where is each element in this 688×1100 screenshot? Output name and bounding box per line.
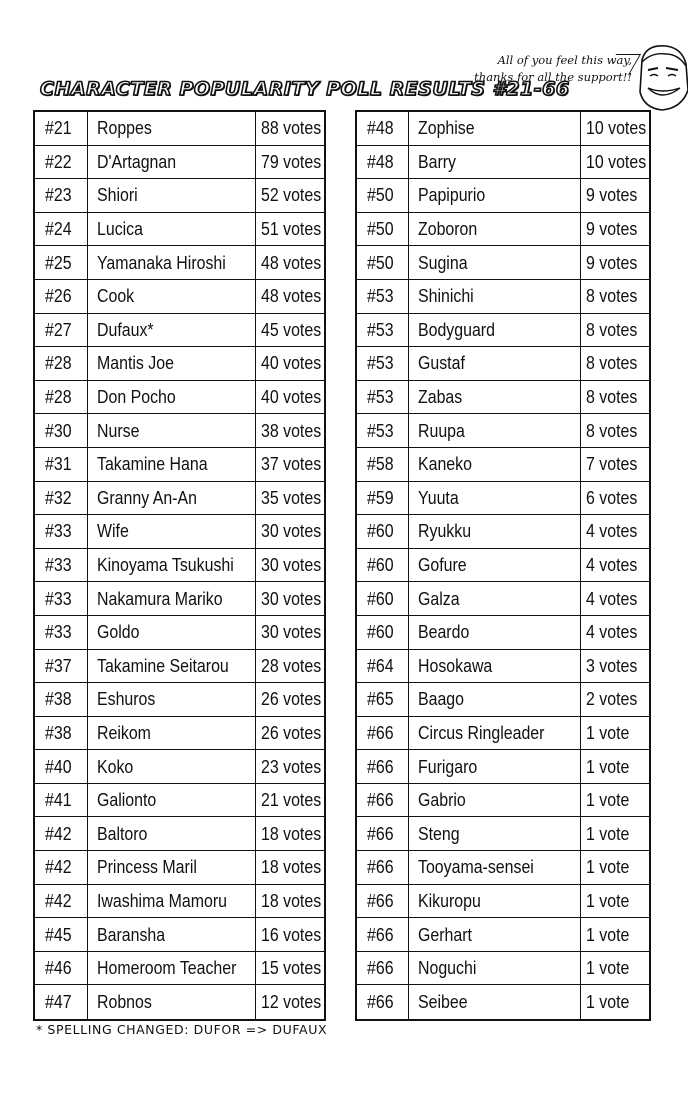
table-row bbox=[35, 381, 324, 415]
name-cell: Zoboron bbox=[409, 213, 581, 246]
rank-cell: #66 bbox=[357, 817, 409, 850]
table-row bbox=[35, 851, 324, 885]
votes-cell: 9 votes bbox=[586, 218, 638, 240]
votes-cell: 45 votes bbox=[261, 318, 322, 340]
name-cell: Shiori bbox=[88, 179, 256, 212]
votes-cell: 9 votes bbox=[586, 184, 638, 206]
table-row bbox=[357, 213, 649, 247]
votes-cell: 8 votes bbox=[586, 318, 638, 340]
speech-bubble bbox=[462, 52, 632, 98]
table-row bbox=[35, 918, 324, 952]
name-cell: Granny An-An bbox=[88, 482, 256, 515]
table-row bbox=[357, 918, 649, 952]
bubble-line-1: All of you feel this way, bbox=[497, 53, 632, 67]
rank-cell: #22 bbox=[35, 146, 88, 179]
table-row bbox=[357, 414, 649, 448]
name-cell: Beardo bbox=[409, 616, 581, 649]
table-row bbox=[357, 650, 649, 684]
rank-cell: #60 bbox=[357, 515, 409, 548]
votes-cell: 1 vote bbox=[586, 789, 630, 811]
rank-cell: #46 bbox=[35, 952, 88, 985]
rank-cell: #27 bbox=[35, 314, 88, 347]
rank-cell: #28 bbox=[35, 347, 88, 380]
table-row bbox=[35, 952, 324, 986]
table-row bbox=[357, 683, 649, 717]
table-row bbox=[357, 246, 649, 280]
name-cell: Seibee bbox=[409, 985, 581, 1019]
name-cell: Roppes bbox=[88, 112, 256, 145]
table-row bbox=[35, 515, 324, 549]
table-row bbox=[35, 347, 324, 381]
votes-cell: 30 votes bbox=[261, 587, 322, 609]
rank-cell: #53 bbox=[357, 347, 409, 380]
table-row bbox=[357, 347, 649, 381]
rank-cell: #66 bbox=[357, 885, 409, 918]
rank-cell: #58 bbox=[357, 448, 409, 481]
name-cell: Shinichi bbox=[409, 280, 581, 313]
rank-cell: #24 bbox=[35, 213, 88, 246]
table-row bbox=[35, 146, 324, 180]
rank-cell: #42 bbox=[35, 817, 88, 850]
votes-cell: 26 votes bbox=[261, 721, 322, 743]
name-cell: Goldo bbox=[88, 616, 256, 649]
table-row bbox=[357, 482, 649, 516]
name-cell: Bodyguard bbox=[409, 314, 581, 347]
rank-cell: #37 bbox=[35, 650, 88, 683]
votes-cell: 23 votes bbox=[261, 755, 322, 777]
rank-cell: #48 bbox=[357, 146, 409, 179]
rank-cell: #33 bbox=[35, 549, 88, 582]
votes-cell: 1 vote bbox=[586, 721, 630, 743]
name-cell: Baransha bbox=[88, 918, 256, 951]
table-row bbox=[35, 213, 324, 247]
votes-cell: 30 votes bbox=[261, 621, 322, 643]
votes-cell: 37 votes bbox=[261, 453, 322, 475]
rank-cell: #66 bbox=[357, 952, 409, 985]
votes-cell: 40 votes bbox=[261, 386, 322, 408]
results-table-right bbox=[355, 110, 651, 1021]
table-row bbox=[35, 314, 324, 348]
votes-cell: 79 votes bbox=[261, 150, 322, 172]
table-row bbox=[357, 448, 649, 482]
rank-cell: #50 bbox=[357, 246, 409, 279]
rank-cell: #48 bbox=[357, 112, 409, 145]
table-row bbox=[35, 246, 324, 280]
votes-cell: 15 votes bbox=[261, 957, 322, 979]
votes-cell: 1 vote bbox=[586, 755, 630, 777]
name-cell: Ryukku bbox=[409, 515, 581, 548]
votes-cell: 10 votes bbox=[586, 150, 647, 172]
table-row bbox=[357, 851, 649, 885]
rank-cell: #66 bbox=[357, 851, 409, 884]
votes-cell: 1 vote bbox=[586, 889, 630, 911]
rank-cell: #38 bbox=[35, 717, 88, 750]
name-cell: Mantis Joe bbox=[88, 347, 256, 380]
votes-cell: 18 votes bbox=[261, 889, 322, 911]
rank-cell: #31 bbox=[35, 448, 88, 481]
name-cell: Kinoyama Tsukushi bbox=[88, 549, 256, 582]
votes-cell: 35 votes bbox=[261, 486, 322, 508]
votes-cell: 16 votes bbox=[261, 923, 322, 945]
table-row bbox=[357, 515, 649, 549]
rank-cell: #60 bbox=[357, 549, 409, 582]
table-row bbox=[35, 179, 324, 213]
name-cell: Lucica bbox=[88, 213, 256, 246]
name-cell: Hosokawa bbox=[409, 650, 581, 683]
table-row bbox=[35, 750, 324, 784]
table-row bbox=[357, 616, 649, 650]
table-row bbox=[357, 381, 649, 415]
table-row bbox=[35, 414, 324, 448]
name-cell: Tooyama-sensei bbox=[409, 851, 581, 884]
name-cell: Barry bbox=[409, 146, 581, 179]
name-cell: Robnos bbox=[88, 985, 256, 1019]
rank-cell: #50 bbox=[357, 179, 409, 212]
votes-cell: 21 votes bbox=[261, 789, 322, 811]
table-row bbox=[357, 314, 649, 348]
votes-cell: 1 vote bbox=[586, 822, 630, 844]
table-row bbox=[357, 784, 649, 818]
rank-cell: #47 bbox=[35, 985, 88, 1019]
votes-cell: 1 vote bbox=[586, 923, 630, 945]
table-row bbox=[35, 717, 324, 751]
rank-cell: #28 bbox=[35, 381, 88, 414]
rank-cell: #45 bbox=[35, 918, 88, 951]
name-cell: Noguchi bbox=[409, 952, 581, 985]
rank-cell: #40 bbox=[35, 750, 88, 783]
votes-cell: 3 votes bbox=[586, 654, 638, 676]
bubble-line-2: thanks for all the support!! bbox=[474, 70, 632, 84]
rank-cell: #50 bbox=[357, 213, 409, 246]
table-row bbox=[357, 146, 649, 180]
rank-cell: #42 bbox=[35, 851, 88, 884]
name-cell: Gabrio bbox=[409, 784, 581, 817]
rank-cell: #26 bbox=[35, 280, 88, 313]
table-row bbox=[35, 549, 324, 583]
name-cell: Koko bbox=[88, 750, 256, 783]
table-row bbox=[35, 280, 324, 314]
rank-cell: #21 bbox=[35, 112, 88, 145]
rank-cell: #32 bbox=[35, 482, 88, 515]
votes-cell: 51 votes bbox=[261, 218, 322, 240]
name-cell: Iwashima Mamoru bbox=[88, 885, 256, 918]
character-face-illustration bbox=[632, 40, 688, 112]
name-cell: Nakamura Mariko bbox=[88, 582, 256, 615]
table-row bbox=[357, 952, 649, 986]
votes-cell: 4 votes bbox=[586, 621, 638, 643]
votes-cell: 52 votes bbox=[261, 184, 322, 206]
rank-cell: #33 bbox=[35, 616, 88, 649]
footnote: * SPELLING CHANGED: DUFOR => DUFAUX bbox=[36, 1022, 328, 1037]
results-table-left bbox=[33, 110, 326, 1021]
name-cell: Takamine Hana bbox=[88, 448, 256, 481]
votes-cell: 38 votes bbox=[261, 419, 322, 441]
rank-cell: #65 bbox=[357, 683, 409, 716]
name-cell: Galionto bbox=[88, 784, 256, 817]
votes-cell: 4 votes bbox=[586, 587, 638, 609]
name-cell: Sugina bbox=[409, 246, 581, 279]
votes-cell: 9 votes bbox=[586, 251, 638, 273]
table-row bbox=[357, 280, 649, 314]
rank-cell: #30 bbox=[35, 414, 88, 447]
page-title: CHARACTER POPULARITY POLL RESULTS #21-66 bbox=[40, 78, 570, 100]
name-cell: Yuuta bbox=[409, 482, 581, 515]
name-cell: Nurse bbox=[88, 414, 256, 447]
table-row bbox=[357, 885, 649, 919]
rank-cell: #66 bbox=[357, 717, 409, 750]
table-row bbox=[357, 985, 649, 1019]
name-cell: Kaneko bbox=[409, 448, 581, 481]
votes-cell: 12 votes bbox=[261, 991, 322, 1013]
name-cell: Zabas bbox=[409, 381, 581, 414]
table-row bbox=[35, 650, 324, 684]
name-cell: Don Pocho bbox=[88, 381, 256, 414]
votes-cell: 8 votes bbox=[586, 386, 638, 408]
votes-cell: 8 votes bbox=[586, 419, 638, 441]
name-cell: Ruupa bbox=[409, 414, 581, 447]
table-row bbox=[35, 616, 324, 650]
name-cell: Zophise bbox=[409, 112, 581, 145]
rank-cell: #25 bbox=[35, 246, 88, 279]
table-row bbox=[357, 112, 649, 146]
table-row bbox=[35, 817, 324, 851]
table-row bbox=[35, 784, 324, 818]
name-cell: Eshuros bbox=[88, 683, 256, 716]
name-cell: Gustaf bbox=[409, 347, 581, 380]
table-row bbox=[35, 112, 324, 146]
votes-cell: 30 votes bbox=[261, 520, 322, 542]
rank-cell: #42 bbox=[35, 885, 88, 918]
votes-cell: 30 votes bbox=[261, 554, 322, 576]
name-cell: Takamine Seitarou bbox=[88, 650, 256, 683]
table-row bbox=[357, 582, 649, 616]
rank-cell: #66 bbox=[357, 985, 409, 1019]
name-cell: Baago bbox=[409, 683, 581, 716]
name-cell: Cook bbox=[88, 280, 256, 313]
rank-cell: #41 bbox=[35, 784, 88, 817]
table-row bbox=[357, 179, 649, 213]
table-row bbox=[35, 582, 324, 616]
name-cell: Princess Maril bbox=[88, 851, 256, 884]
rank-cell: #66 bbox=[357, 784, 409, 817]
votes-cell: 1 vote bbox=[586, 856, 630, 878]
table-row bbox=[357, 549, 649, 583]
name-cell: Papipurio bbox=[409, 179, 581, 212]
name-cell: Galza bbox=[409, 582, 581, 615]
name-cell: Gerhart bbox=[409, 918, 581, 951]
votes-cell: 28 votes bbox=[261, 654, 322, 676]
votes-cell: 7 votes bbox=[586, 453, 638, 475]
table-row bbox=[357, 717, 649, 751]
votes-cell: 4 votes bbox=[586, 554, 638, 576]
name-cell: Gofure bbox=[409, 549, 581, 582]
table-row bbox=[35, 683, 324, 717]
rank-cell: #66 bbox=[357, 750, 409, 783]
votes-cell: 88 votes bbox=[261, 117, 322, 139]
table-row bbox=[35, 985, 324, 1019]
name-cell: Circus Ringleader bbox=[409, 717, 581, 750]
name-cell: Reikom bbox=[88, 717, 256, 750]
votes-cell: 48 votes bbox=[261, 251, 322, 273]
votes-cell: 18 votes bbox=[261, 822, 322, 844]
name-cell: D'Artagnan bbox=[88, 146, 256, 179]
votes-cell: 2 votes bbox=[586, 688, 638, 710]
rank-cell: #53 bbox=[357, 314, 409, 347]
table-row bbox=[35, 482, 324, 516]
rank-cell: #66 bbox=[357, 918, 409, 951]
votes-cell: 8 votes bbox=[586, 285, 638, 307]
table-row bbox=[357, 817, 649, 851]
table-row bbox=[35, 885, 324, 919]
votes-cell: 18 votes bbox=[261, 856, 322, 878]
name-cell: Dufaux* bbox=[88, 314, 256, 347]
votes-cell: 26 votes bbox=[261, 688, 322, 710]
votes-cell: 8 votes bbox=[586, 352, 638, 374]
votes-cell: 10 votes bbox=[586, 117, 647, 139]
votes-cell: 6 votes bbox=[586, 486, 638, 508]
rank-cell: #60 bbox=[357, 582, 409, 615]
rank-cell: #53 bbox=[357, 381, 409, 414]
name-cell: Homeroom Teacher bbox=[88, 952, 256, 985]
votes-cell: 40 votes bbox=[261, 352, 322, 374]
name-cell: Steng bbox=[409, 817, 581, 850]
name-cell: Baltoro bbox=[88, 817, 256, 850]
votes-cell: 1 vote bbox=[586, 957, 630, 979]
rank-cell: #64 bbox=[357, 650, 409, 683]
votes-cell: 4 votes bbox=[586, 520, 638, 542]
rank-cell: #33 bbox=[35, 582, 88, 615]
votes-cell: 1 vote bbox=[586, 991, 630, 1013]
table-row bbox=[357, 750, 649, 784]
rank-cell: #33 bbox=[35, 515, 88, 548]
rank-cell: #53 bbox=[357, 280, 409, 313]
name-cell: Furigaro bbox=[409, 750, 581, 783]
rank-cell: #60 bbox=[357, 616, 409, 649]
rank-cell: #38 bbox=[35, 683, 88, 716]
votes-cell: 48 votes bbox=[261, 285, 322, 307]
table-row bbox=[35, 448, 324, 482]
name-cell: Kikuropu bbox=[409, 885, 581, 918]
rank-cell: #53 bbox=[357, 414, 409, 447]
name-cell: Wife bbox=[88, 515, 256, 548]
name-cell: Yamanaka Hiroshi bbox=[88, 246, 256, 279]
rank-cell: #23 bbox=[35, 179, 88, 212]
rank-cell: #59 bbox=[357, 482, 409, 515]
